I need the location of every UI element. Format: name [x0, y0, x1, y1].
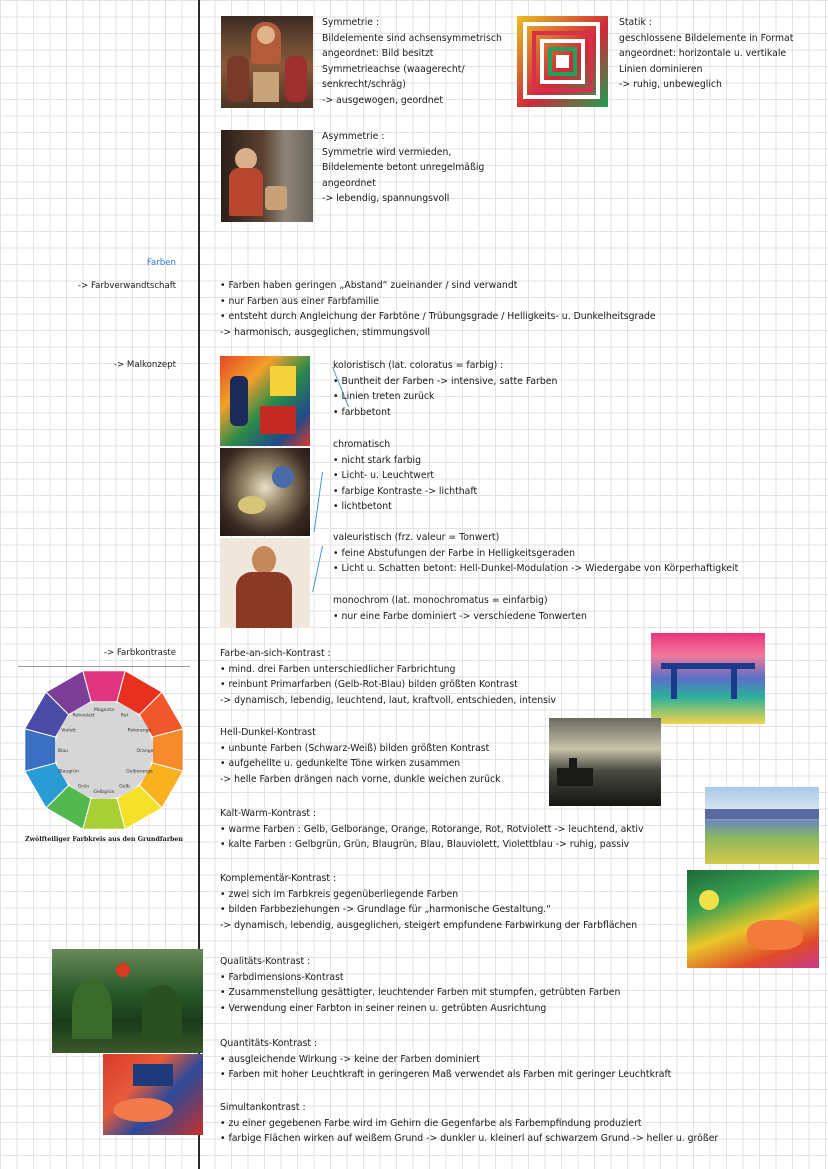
symmetry-text: Symmetrie : Bildelemente sind achsensymmetrisch angeordnet: Bild besitzt Symmetrieachse (waagerecht/ senkrecht/schräg) -> ausgewogen, geordnet: [322, 17, 502, 106]
color-wheel-label: Gelborange: [126, 769, 153, 775]
koloristisch-painting: [220, 356, 310, 446]
section-heading-farben: Farben: [146, 258, 176, 268]
color-wheel-label: Gelb: [119, 784, 130, 790]
simultan-text: Simultankontrast : • zu einer gegebenen Farbe wird im Gehirn die Gegenfarbe als Farbempfindung produziert • farbige Flächen wirken auf weißem Grund -> dunkler u. kleinerl auf schwarzem Grund -> heller u. größer: [220, 1102, 719, 1145]
valeuristisch-portrait: [220, 538, 310, 628]
color-wheel-label: Violett: [61, 728, 76, 734]
koloristisch-text: koloristisch (lat. coloratus = farbig) : • Buntheit der Farben -> intensive, satte Farben • Linien treten zurück • farbbetont: [333, 360, 558, 418]
color-wheel-label: Rotorange: [127, 728, 152, 734]
symmetry-painting: [221, 16, 313, 108]
asymmetry-painting: [221, 130, 313, 222]
asymmetry-text: Asymmetrie : Symmetrie wird vermieden, Bildelemente betont unregelmäßig angeordnet -> lebendig, spannungsvoll: [322, 131, 485, 205]
chromatisch-text: chromatisch • nicht stark farbig • Licht- u. Leuchtwert • farbige Kontraste -> lichthaft • lichtbetont: [333, 439, 478, 513]
farbverwandtschaft-text: • Farben haben geringen „Abstand“ zueinander / sind verwandt • nur Farben aus einer Farbfamilie • entsteht durch Angleichung der Farbtöne / Trübungsgrade / Helligkeits- u. Dunkelheitsgrade -> harmonisch, ausgeglichen, stimmungsvoll: [220, 280, 656, 338]
chromatisch-painting: [220, 448, 310, 536]
color-wheel-caption: Zwölfteiliger Farbkreis aus den Grundfarben: [25, 836, 183, 843]
color-wheel-label: Rot: [120, 713, 129, 719]
valeuristisch-text: valeuristisch (frz. valeur = Tonwert) • feine Abstufungen der Farbe in Helligkeitsgeraden • Licht u. Schatten betont: Hell-Dunkel-Modulation -> Wiedergabe von Körperhaftigkeit: [333, 532, 739, 575]
color-wheel-label: Blaugrün: [58, 769, 79, 775]
qualitaet-painting: [52, 949, 203, 1053]
hell-dunkel-painting: [549, 718, 661, 806]
static-text: Statik : geschlossene Bildelemente in Format angeordnet: horizontale u. vertikale Linien dominieren -> ruhig, unbeweglich: [619, 17, 794, 91]
komplementaer-painting: [687, 870, 819, 968]
color-wheel-label: Orange: [136, 749, 154, 754]
quantitaet-text: Quantitäts-Kontrast : • ausgleichende Wirkung -> keine der Farben dominiert • Farben mit hoher Leuchtkraft in geringeren Maß verwendet als Farben mit geringer Leuchtkraft: [220, 1038, 672, 1081]
qualitaet-text: Qualitäts-Kontrast : • Farbdimensions-Kontrast • Zusammenstellung gesättigter, leuchtender Farben mit stumpfen, getrübten Farben • Verwendung einer Farbton in seiner reinen u. getrübten Ausrichtung: [220, 956, 621, 1014]
label-farbverwandtschaft: -> Farbverwandtschaft: [77, 281, 176, 291]
connector-line: [314, 472, 323, 532]
farbe-an-sich-text: Farbe-an-sich-Kontrast : • mind. drei Farben unterschiedlicher Farbrichtung • reinbunt Primarfarben (Gelb-Rot-Blau) bilden größten Kontrast -> dynamisch, lebendig, leuchtend, laut, kraftvoll, entschieden, intensiv: [220, 648, 557, 706]
komplementaer-text: Komplementär-Kontrast : • zwei sich im Farbkreis gegenüberliegende Farben • bilden Farbbeziehungen -> Grundlage für „harmonische Gestaltung.“ -> dynamisch, lebendig, ausgeglichen, steigert empfundene Farbwirkung der Farbflächen: [220, 873, 638, 931]
label-farbkontraste: -> Farbkontraste: [103, 648, 176, 658]
color-wheel-label: Blau: [57, 749, 69, 754]
static-squares-image: [517, 16, 608, 107]
color-wheel-label: Magenta: [93, 708, 115, 713]
color-wheel-label: Rotviolett: [72, 713, 95, 719]
label-malkonzept: -> Malkonzept: [113, 360, 176, 370]
quantitaet-painting: [103, 1054, 203, 1135]
hell-dunkel-text: Hell-Dunkel-Kontrast • unbunte Farben (Schwarz-Weiß) bilden größten Kontrast • aufgehellte u. gedunkelte Töne wirken zusammen -> helle Farben drängen nach vorne, dunkle weichen zurück: [220, 727, 501, 785]
color-wheel-label: Gelbgrün: [93, 790, 115, 795]
color-wheel: [20, 666, 188, 834]
connector-line: [312, 546, 323, 592]
monochrom-text: monochrom (lat. monochromatus = einfarbig) • nur eine Farbe dominiert -> verschiedene Tonwerten: [333, 595, 587, 622]
kalt-warm-text: Kalt-Warm-Kontrast : • warme Farben : Gelb, Gelborange, Orange, Rotorange, Rot, Rotviolett -> leuchtend, aktiv • kalte Farben : Gelbgrün, Grün, Blaugrün, Blau, Blauviolett, Violettblau -> ruhig, passiv: [220, 808, 644, 851]
kalt-warm-painting: [705, 787, 819, 864]
farbe-an-sich-painting: [651, 633, 765, 724]
color-wheel-label: Grün: [77, 784, 90, 790]
